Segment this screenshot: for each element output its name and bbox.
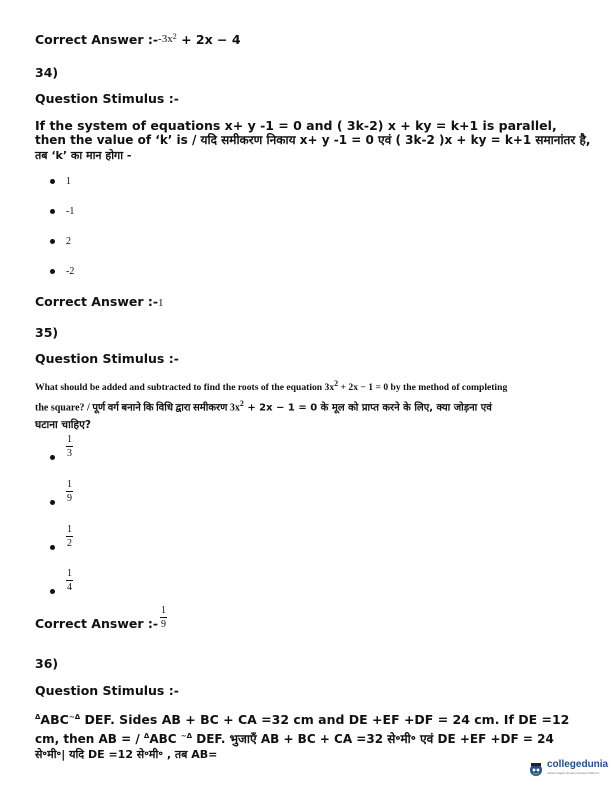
option-item[interactable]: 1 [50, 176, 71, 187]
correct-answer: Correct Answer :- $\frac{1}{9}$ [35, 605, 167, 631]
bullet-icon [50, 209, 55, 214]
correct-answer: Correct Answer :-1 [35, 294, 164, 309]
fraction: $\frac{1}{9}$ [161, 605, 167, 630]
bullet-icon [50, 455, 55, 460]
fraction: $\frac{1}{4}$ [67, 568, 72, 593]
question-text: What should be added and subtracted to find the roots of the equation $3x^2 + 2x - 1 = 0$ by the method of completing the square? / पूर्ण वर्ग बनाने कि विधि द्वारा समीकरण $3x^2 + 2x - 1 = 0$ के मूल को प्राप्त करने के लिए, क्या जोड़ना एवं घटाना चाहिए? [35, 379, 508, 431]
question-text: $^\Delta ABC^{\sim\Delta}$ DEF. Sides AB + BC + CA =32 cm and DE +EF +DF = 24 cm. If DE =12 cm, then AB = / $^\Delta$ABC $^{\sim\Delta}$ DEF. भुजाएँ AB + BC + CA =32 से॰मी॰ एवं DE +EF +DF = 24 से॰मी॰| यदि DE =12 से॰मी॰ , तब AB= [35, 712, 570, 762]
option-item[interactable]: 2 [50, 236, 71, 247]
question-text: If the system of equations x+ y -1 = 0 and ( 3k-2) x + ky = k+1 is parallel, then the value of ‘k’ is / यदि समीकरण निकाय x+ y -1 = 0 एवं ( 3k-2 )x + ky = k+1 समानांतर है, तब ‘k’ का मान होगा - [35, 118, 591, 162]
question-stimulus-label: Question Stimulus :- [35, 91, 179, 106]
bullet-icon [50, 239, 55, 244]
option-item[interactable] [50, 478, 73, 505]
option-item[interactable]: -2 [50, 266, 74, 277]
option-item[interactable] [50, 567, 73, 594]
bullet-icon [50, 179, 55, 184]
fraction: $\frac{1}{3}$ [67, 434, 72, 459]
fraction: $\frac{1}{2}$ [67, 524, 72, 549]
bullet-icon [50, 545, 55, 550]
prev-correct-answer: Correct Answer $:--3x^2 + 2x - 4$ [35, 32, 241, 48]
fraction: $\frac{1}{9}$ [67, 479, 72, 504]
question-stimulus-label: Question Stimulus :- [35, 683, 179, 698]
bullet-icon [50, 269, 55, 274]
option-item[interactable] [50, 433, 73, 460]
option-item[interactable] [50, 523, 73, 550]
question-number: 34) [35, 65, 59, 80]
bullet-icon [50, 589, 55, 594]
question-stimulus-label: Question Stimulus :- [35, 351, 179, 366]
mascot-icon [528, 761, 544, 777]
bullet-icon [50, 500, 55, 505]
option-item[interactable]: -1 [50, 206, 74, 217]
collegedunia-logo: collegedunia India's largest Student Review Platform [528, 760, 608, 778]
question-number: 35) [35, 325, 59, 340]
question-number: 36) [35, 656, 59, 671]
